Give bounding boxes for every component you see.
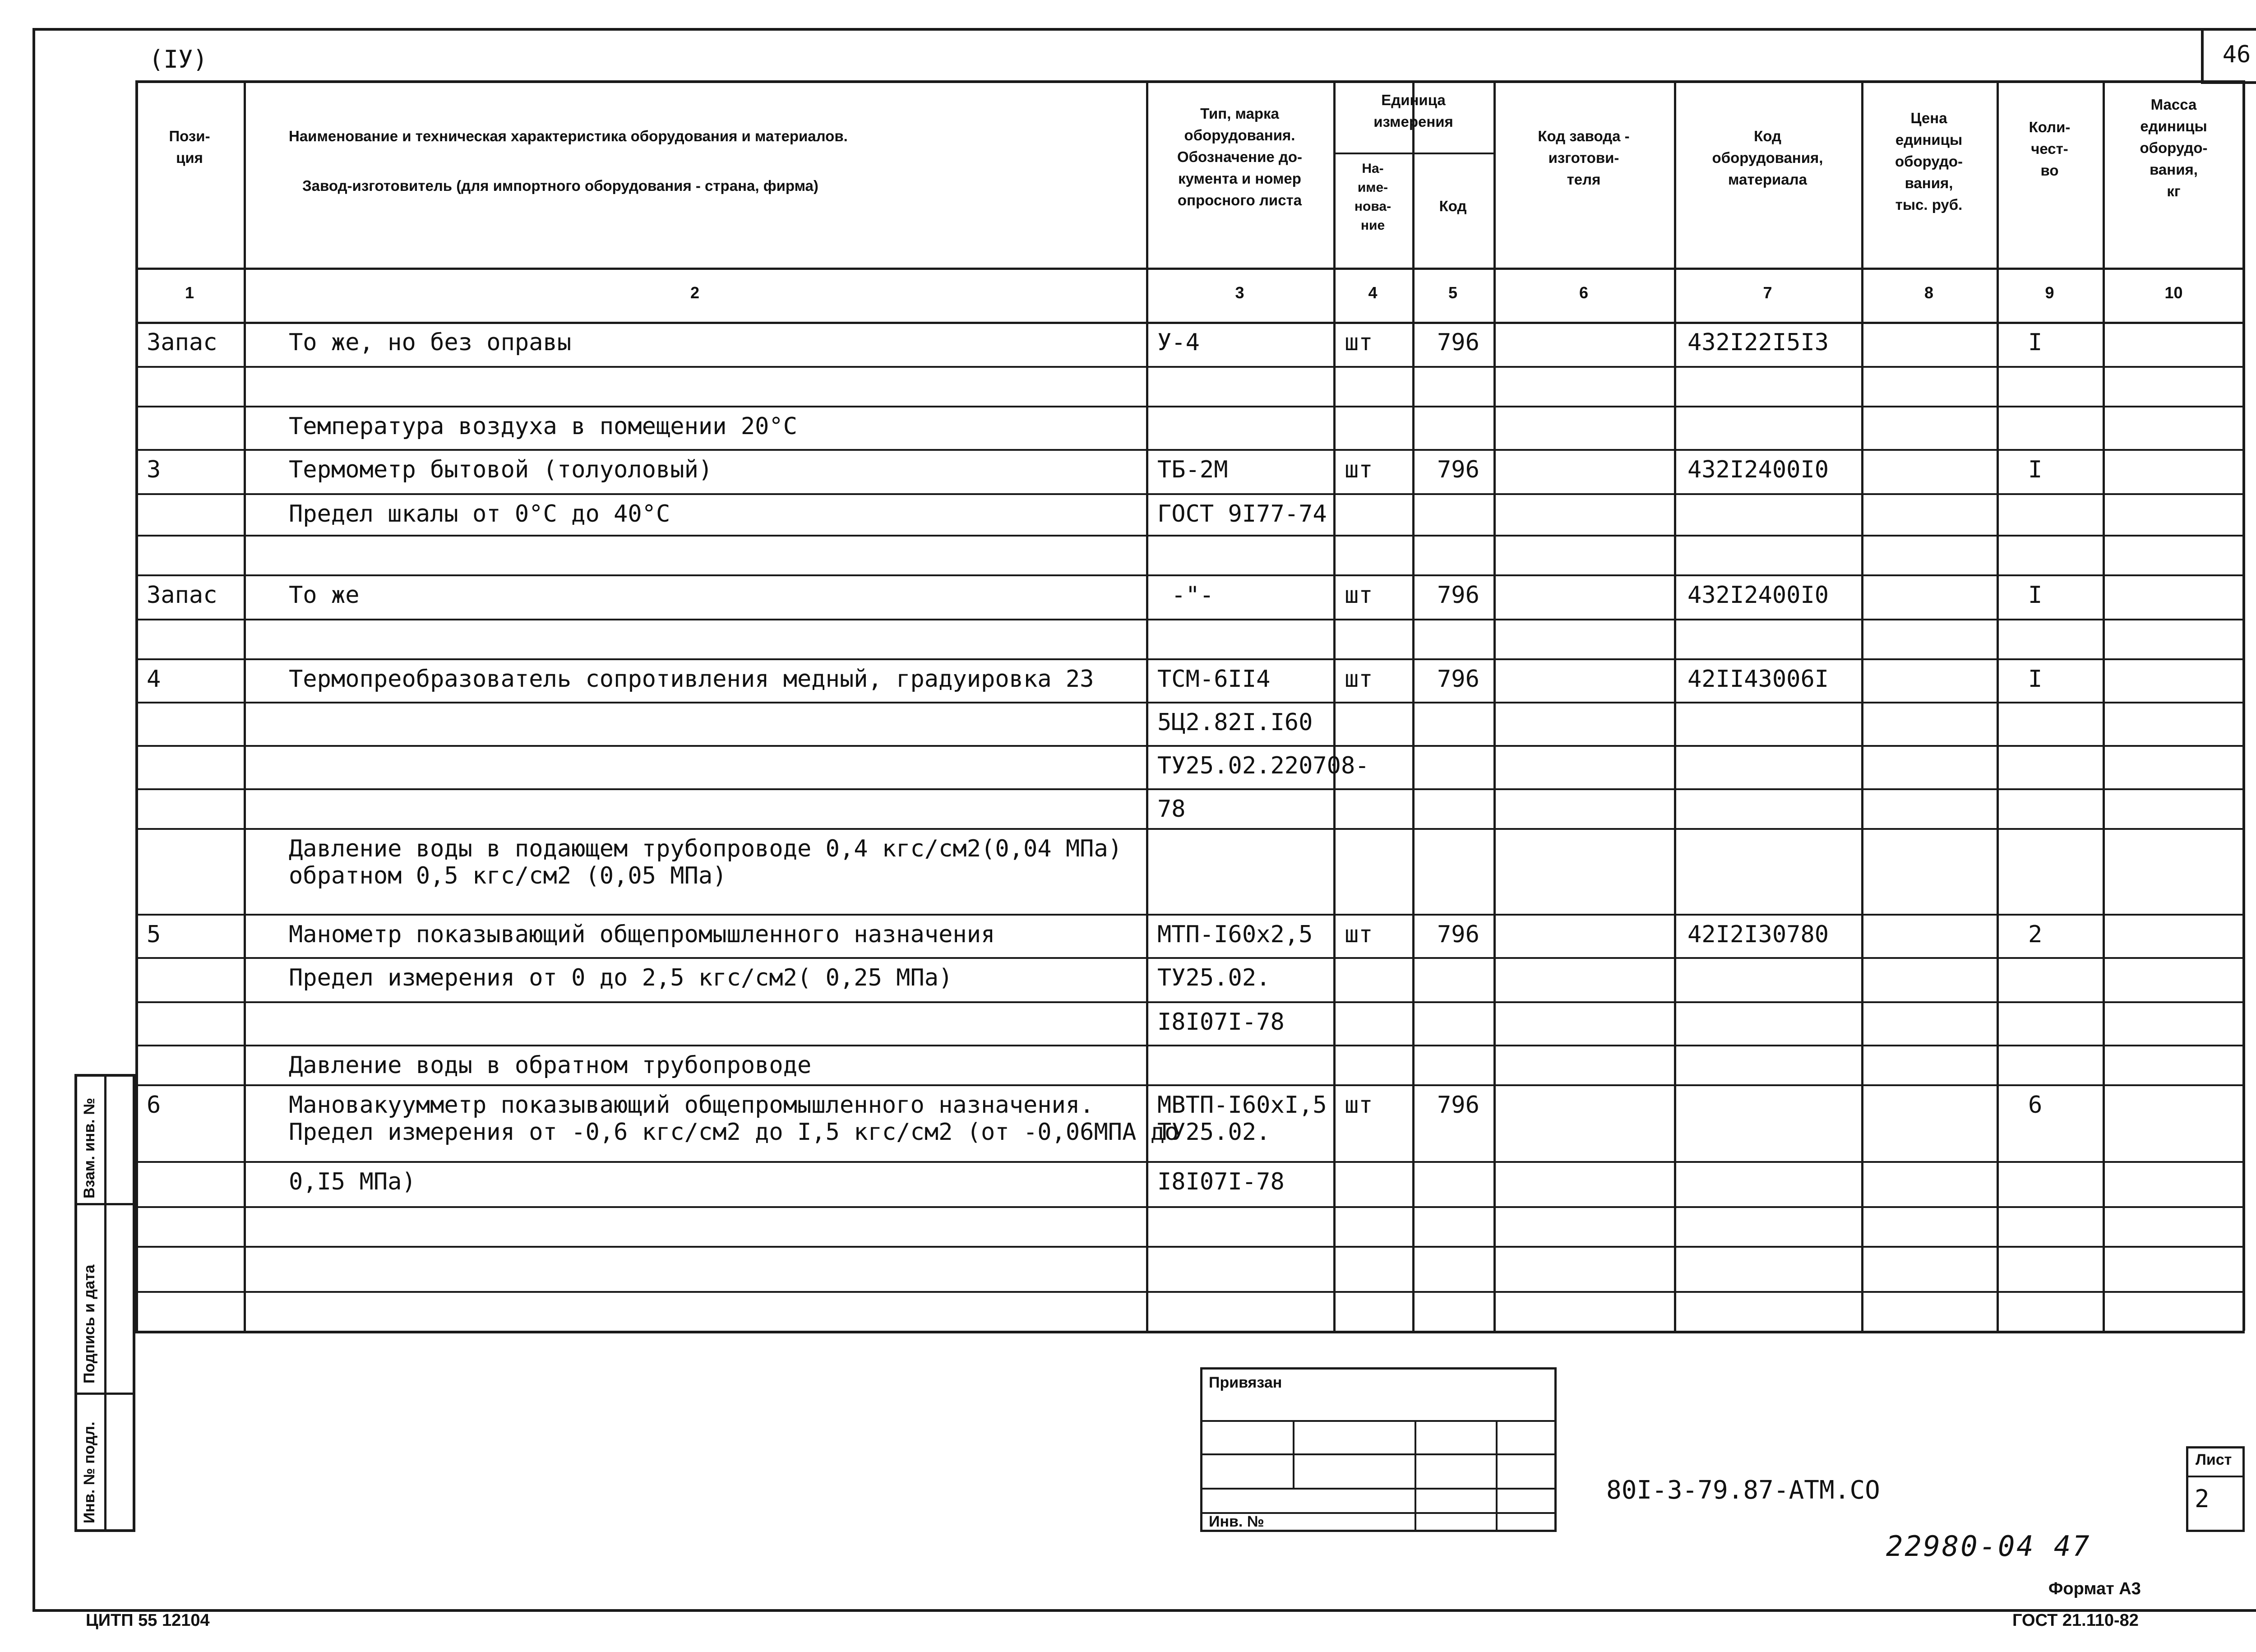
header-divider	[135, 80, 2245, 83]
cell-unit: шт	[1345, 1092, 1373, 1119]
unit-subheader-line	[1333, 153, 1493, 154]
row-divider	[135, 957, 2245, 959]
row-divider	[135, 574, 2245, 576]
cell-position: Запас	[147, 582, 217, 609]
cell-unit: шт	[1345, 329, 1373, 356]
cell-unit-code: 796	[1437, 582, 1479, 609]
stamp-line	[1202, 1420, 1554, 1422]
cell-unit: шт	[1345, 921, 1373, 948]
cell-type: ТУ25.02.220708-	[1157, 752, 1369, 779]
cell-type: 78	[1157, 796, 1186, 823]
header-quantity: Коли- чест- во	[2029, 119, 2071, 179]
cell-type: -"-	[1157, 582, 1214, 609]
header-divider	[135, 268, 2245, 270]
cell-unit-code: 796	[1437, 329, 1479, 356]
row-divider	[135, 788, 2245, 790]
cell-quantity: 2	[2028, 921, 2043, 948]
cell-quantity: I	[2028, 456, 2043, 483]
cell-unit: шт	[1345, 456, 1373, 483]
header-mass: Масса единицы оборудо- вания, кг	[2140, 96, 2208, 199]
sheet-box-divider	[2188, 1476, 2242, 1477]
row-divider	[135, 658, 2245, 660]
cell-type: I8I07I-78	[1157, 1168, 1285, 1195]
footer-gost: ГОСТ 21.110-82	[2012, 1611, 2139, 1630]
cell-unit: шт	[1345, 582, 1373, 609]
cell-equipment-code: 42II43006I	[1687, 666, 1829, 693]
row-divider	[135, 406, 2245, 407]
cell-type: ТСМ-6II4	[1157, 666, 1271, 693]
document-code: 80I-3-79.87-АТМ.СО	[1606, 1476, 1880, 1505]
cell-type: ГОСТ 9I77-74	[1157, 500, 1327, 528]
stamp-line	[1415, 1420, 1416, 1531]
row-divider	[135, 366, 2245, 368]
cell-position: Запас	[147, 329, 217, 356]
cell-quantity: 6	[2028, 1092, 2043, 1119]
row-divider	[135, 745, 2245, 747]
header-name: Наименование и техническая характеристика оборудования и материалов.	[289, 128, 848, 144]
header-equipment-code: Код оборудования, материала	[1712, 128, 1823, 188]
column-number: 9	[2045, 283, 2054, 302]
cell-type: У-4	[1157, 329, 1200, 356]
header-type: Тип, марка оборудования. Обозначение до- кумента и номер опросного листа	[1177, 105, 1302, 208]
column-number: 6	[1579, 283, 1589, 302]
column-number: 4	[1368, 283, 1378, 302]
row-divider	[135, 322, 2245, 324]
cell-unit-code: 796	[1437, 666, 1479, 693]
side-divider	[104, 1077, 106, 1529]
inv-orig-label: Инв. № подл.	[81, 1421, 98, 1523]
row-divider	[135, 1246, 2245, 1248]
cell-quantity: I	[2028, 582, 2043, 609]
cell-unit-code: 796	[1437, 921, 1479, 948]
cell-name: Термометр бытовой (толуоловый)	[289, 456, 713, 483]
sign-date-label: Подпись и дата	[81, 1264, 98, 1384]
column-number: 5	[1448, 283, 1458, 302]
cell-name: Предел шкалы от 0°С до 40°С	[289, 500, 670, 528]
cell-name: Манометр показывающий общепромышленного назначения	[289, 921, 995, 948]
cell-equipment-code: 432I2400I0	[1687, 582, 1829, 609]
stamp-line	[1202, 1453, 1554, 1455]
cell-unit-code: 796	[1437, 1092, 1479, 1119]
column-number: 10	[2164, 283, 2183, 302]
header-price: Цена единицы оборудо- вания, тыс. руб.	[1895, 110, 1963, 213]
row-divider	[135, 535, 2245, 537]
header-position: Пози- ция	[169, 128, 210, 166]
cell-type: МВТП-I60хI,5 ТУ25.02.	[1157, 1092, 1327, 1146]
cell-name: Давление воды в обратном трубопроводе	[289, 1052, 812, 1079]
row-divider	[135, 1001, 2245, 1003]
inv-label: Инв. №	[1209, 1513, 1264, 1530]
cell-equipment-code: 42I2I30780	[1687, 921, 1829, 948]
cell-type: 5Ц2.82I.I60	[1157, 709, 1313, 736]
cell-equipment-code: 432I2400I0	[1687, 456, 1829, 483]
column-number: 7	[1763, 283, 1772, 302]
row-divider	[135, 702, 2245, 703]
stamp-line	[1496, 1420, 1498, 1531]
cell-equipment-code: 432I22I5I3	[1687, 329, 1829, 356]
header-factory-code: Код завода - изготови- теля	[1538, 128, 1630, 188]
cell-name: 0,I5 МПа)	[289, 1168, 416, 1195]
binding-stamp	[1200, 1367, 1557, 1532]
row-divider	[135, 493, 2245, 495]
cell-position: 5	[147, 921, 161, 948]
section-roman-number: (IУ)	[149, 45, 208, 74]
stamp-line	[1202, 1488, 1554, 1490]
column-number: 3	[1235, 283, 1244, 302]
row-divider	[135, 1045, 2245, 1046]
cell-position: 6	[147, 1092, 161, 1119]
row-divider	[135, 1206, 2245, 1208]
cell-quantity: I	[2028, 666, 2043, 693]
cell-name: Термопреобразователь сопротивления медный, градуировка 23	[289, 666, 1094, 693]
handwritten-number: 22980-04 47	[1886, 1530, 2091, 1563]
row-divider	[135, 619, 2245, 620]
sheet-box	[2186, 1446, 2245, 1532]
column-number: 1	[185, 283, 194, 302]
cell-quantity: I	[2028, 329, 2043, 356]
cell-name: То же, но без оправы	[289, 329, 572, 356]
cell-type: МТП-I60х2,5	[1157, 921, 1313, 948]
vzam-inv-label: Взам. инв. №	[81, 1097, 98, 1199]
cell-unit-code: 796	[1437, 456, 1479, 483]
row-divider	[135, 914, 2245, 916]
cell-name: Предел измерения от 0 до 2,5 кгс/см2( 0,25 МПа)	[289, 964, 953, 991]
row-divider	[135, 1161, 2245, 1163]
side-divider	[77, 1393, 133, 1395]
stamp-line	[1293, 1420, 1294, 1488]
page-number: 46	[2201, 28, 2256, 84]
footer-left-code: ЦИТП 55 12104	[86, 1611, 210, 1630]
row-divider	[135, 1331, 2245, 1333]
format-label: Формат А3	[2048, 1579, 2141, 1598]
cell-position: 3	[147, 456, 161, 483]
bound-label: Привязан	[1209, 1374, 1282, 1391]
cell-position: 4	[147, 666, 161, 693]
cell-name: То же	[289, 582, 360, 609]
header-unit-code: Код	[1439, 198, 1467, 214]
header-unit: Единица измерения	[1373, 92, 1453, 130]
side-stamp	[74, 1074, 135, 1532]
column-number: 8	[1924, 283, 1934, 302]
specification-table	[135, 80, 2245, 1348]
row-divider	[135, 1084, 2245, 1086]
cell-type: ТУ25.02.	[1157, 964, 1271, 991]
row-divider	[135, 449, 2245, 451]
row-divider	[135, 828, 2245, 830]
side-divider	[77, 1203, 133, 1205]
cell-name: Мановакуумметр показывающий общепромышленного назначения. Предел измерения от -0,6 кгс/см2 до I,5 кгс/см2 (от -0,06МПА до	[289, 1092, 1179, 1146]
header-factory: Завод-изготовитель (для импортного оборудования - страна, фирма)	[302, 177, 818, 194]
cell-type: ТБ-2М	[1157, 456, 1228, 483]
row-divider	[135, 1291, 2245, 1293]
cell-unit: шт	[1345, 666, 1373, 693]
cell-type: I8I07I-78	[1157, 1009, 1285, 1036]
column-number: 2	[690, 283, 700, 302]
cell-name: Температура воздуха в помещении 20°С	[289, 413, 798, 440]
sheet-label: Лист	[2196, 1451, 2232, 1468]
sheet-value: 2	[2195, 1485, 2210, 1513]
header-unit-name: На- име- нова- ние	[1354, 161, 1392, 233]
cell-name: Давление воды в подающем трубопроводе 0,4 кгс/см2(0,04 МПа) обратном 0,5 кгс/см2 (0,05 МПа)	[289, 835, 1123, 889]
